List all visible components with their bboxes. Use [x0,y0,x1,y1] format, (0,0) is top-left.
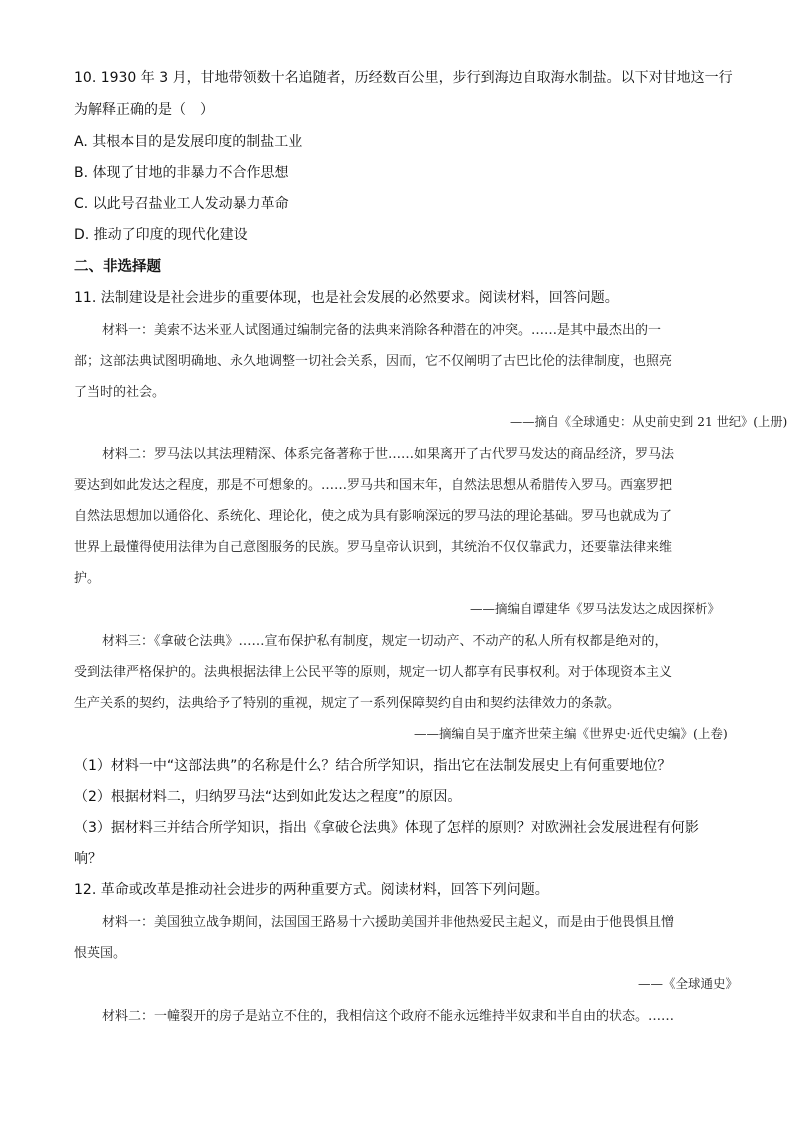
q11-material-2-line-1: 材料二：罗马法以其法理精深、体系完备著称于世……如果离开了古代罗马发达的商品经济，罗马法 [102,447,675,462]
q10-option-c: C. 以此号召盐业工人发动暴力革命 [74,196,289,212]
q10-option-d: D. 推动了印度的现代化建设 [74,227,248,243]
q11-material-1-line-1: 材料一：美索不达米亚人试图通过编制完备的法典来消除各种潜在的冲突。……是其中最杰出的一 [102,323,662,338]
q10-option-a: A. 其根本目的是发展印度的制盐工业 [74,134,303,150]
q10-stem-line-2: 为解释正确的是（ ） [74,102,214,118]
q10-stem-line-1: 10. 1930 年 3 月，甘地带领数十名追随者，历经数百公里，步行到海边自取海水制盐。以下对甘地这一行 [74,70,733,86]
q11-subquestion-3-line-1: （3）据材料三并结合所学知识，指出《拿破仑法典》体现了怎样的原则？对欧洲社会发展进程有何影 [74,820,699,836]
q11-material-2-source: ——摘编自谭建华《罗马法发达之成因探析》 [470,601,721,616]
q11-subquestion-3-line-2: 响？ [74,851,102,867]
q11-material-2-line-4: 世界上最懂得使用法律为自己意图服务的民族。罗马皇帝认识到，其统治不仅仅靠武力，还要靠法律来维 [74,540,673,555]
q11-material-2-line-2: 要达到如此发达之程度，那是不可想象的。……罗马共和国末年，自然法思想从希腊传入罗马。西塞罗把 [74,478,673,493]
q12-material-1-line-2: 恨英国。 [74,946,127,961]
section-heading: 二、非选择题 [74,259,161,275]
q12-material-2-line-1: 材料二：一幢裂开的房子是站立不住的，我相信这个政府不能永远维持半奴隶和半自由的状态。…… [102,1009,675,1024]
q11-material-3-line-1: 材料三：《拿破仑法典》……宣布保护私有制度，规定一切动产、不动产的私人所有权都是绝对的， [102,634,668,649]
q11-material-3-source: ——摘编自吴于廑齐世荣主编《世界史·近代史编》(上卷) [414,726,728,741]
q11-material-2-line-5: 护。 [74,571,101,586]
q11-subquestion-2: （2）根据材料二，归纳罗马法“达到如此发达之程度”的原因。 [74,789,462,805]
q11-material-3-line-2: 受到法律严格保护的。法典根据法律上公民平等的原则，规定一切人都享有民事权利。对于体现资本主义 [74,665,673,680]
q12-material-1-line-1: 材料一：美国独立战争期间，法国国王路易十六援助美国并非他热爱民主起义，而是由于他畏惧且憎 [102,915,675,930]
q11-subquestion-1: （1）材料一中“这部法典”的名称是什么？结合所学知识，指出它在法制发展史上有何重要地位？ [74,758,672,774]
q12-stem: 12. 革命或改革是推动社会进步的两种重要方式。阅读材料，回答下列问题。 [74,882,549,898]
q12-material-1-source: ——《全球通史》 [638,976,739,991]
q11-material-2-line-3: 自然法思想加以通俗化、系统化、理论化，使之成为具有影响深远的罗马法的理论基础。罗马也就成为了 [74,509,673,524]
q11-material-3-line-3: 生产关系的契约，法典给予了特别的重视，规定了一系列保障契约自由和契约法律效力的条款。 [74,696,621,711]
q10-option-b: B. 体现了甘地的非暴力不合作思想 [74,165,289,181]
q11-stem: 11. 法制建设是社会进步的重要体现，也是社会发展的必然要求。阅读材料，回答问题。 [74,290,619,306]
q11-material-1-line-2: 部；这部法典试图明确地、永久地调整一切社会关系，因而，它不仅阐明了古巴比伦的法律制度，也照亮 [74,354,673,369]
q11-material-1-line-3: 了当时的社会。 [74,385,166,400]
q11-material-1-source: ——摘自《全球通史：从史前史到 21 世纪》(上册) [510,415,788,429]
